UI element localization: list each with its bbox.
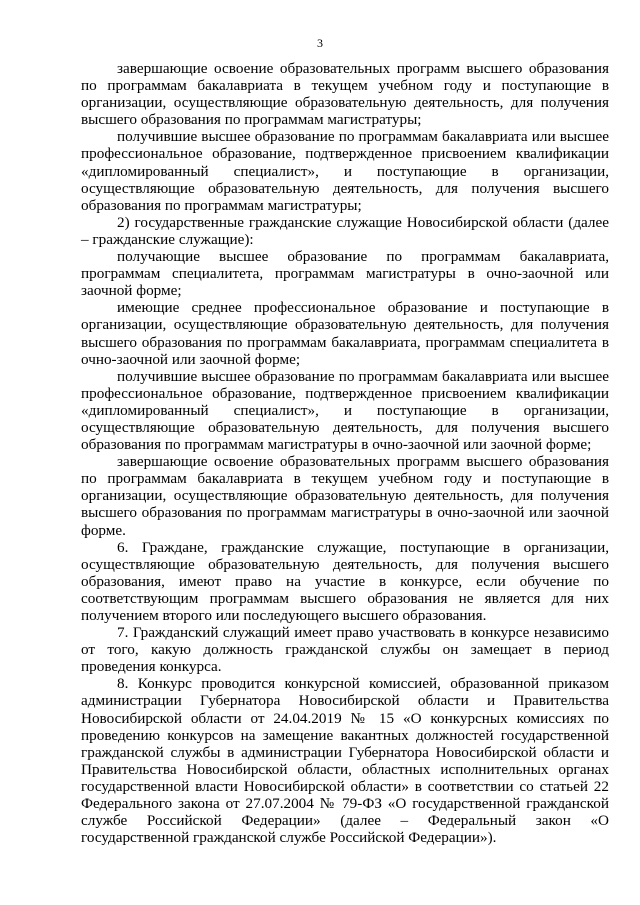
paragraph: получившие высшее образование по программам бакалавриата или высшее профессиональное образование, подтвержденное присвоением квалификации «дипломированный специалист», и поступающие в организации, осуществляющие образовательную деятельность, для получения высшего образования по программам магистратуры; (81, 128, 609, 214)
page-number: 3 (317, 36, 323, 50)
paragraph: 2) государственные гражданские служащие Новосибирской области (далее – гражданские служащие): (81, 213, 609, 248)
paragraph: 7. Гражданский служащий имеет право участвовать в конкурсе независимо от того, какую должность гражданской службы он замещает в период проведения конкурса. (81, 624, 609, 676)
paragraph: 6. Граждане, гражданские служащие, поступающие в организации, осуществляющие образовательную деятельность, для получения высшего образования, имеют право на участие в конкурсе, если обучение по соответствующим программам высшего образования не является для них получением второго или последующего высшего образования. (81, 538, 609, 624)
paragraph: получающие высшее образование по программам бакалавриата, программам специалитета, программам магистратуры в очно-заочной или заочной форме; (81, 248, 609, 300)
paragraph: завершающие освоение образовательных программ высшего образования по программам бакалавриата в текущем учебном году и поступающие в организации, осуществляющие образовательную деятельность, для получения высшего образования по программам магистратуры; (81, 60, 609, 129)
paragraph: имеющие среднее профессиональное образование и поступающие в организации, осуществляющие образовательную деятельность, для получения высшего образования по программам бакалавриата, программам специалитета в очно-заочной или заочной форме; (81, 299, 609, 368)
paragraph: завершающие освоение образовательных программ высшего образования по программам бакалавриата в текущем учебном году и поступающие в организации, осуществляющие образовательную деятельность, для получения высшего образования по программам магистратуры в очно-заочной или заочной форме. (81, 453, 609, 539)
document-body (81, 60, 609, 846)
paragraph: получившие высшее образование по программам бакалавриата или высшее профессиональное образование, подтвержденное присвоением квалификации «дипломированный специалист», и поступающие в организации, осуществляющие образовательную деятельность, для получения высшего образования по программам магистратуры в очно-заочной или заочной форме; (81, 367, 609, 454)
paragraph: 8. Конкурс проводится конкурсной комиссией, образованной приказом администрации Губернатора Новосибирской области и Правительства Новосибирской области от 24.04.2019 № 15 «О конкурсных комиссиях по проведению конкурсов на замещение вакантных должностей государственной гражданской службы в администрации Губернатора Новосибирской области и Правительства Новосибирской области, областных исполнительных органах государственной власти Новосибирской области» в соответствии со статьей 22 Федерального закона от 27.07.2004 № 79-ФЗ «О государственной гражданской службе Российской Федерации» (далее – Федеральный закон «О государственной гражданской службе Российской Федерации»). (81, 675, 609, 847)
